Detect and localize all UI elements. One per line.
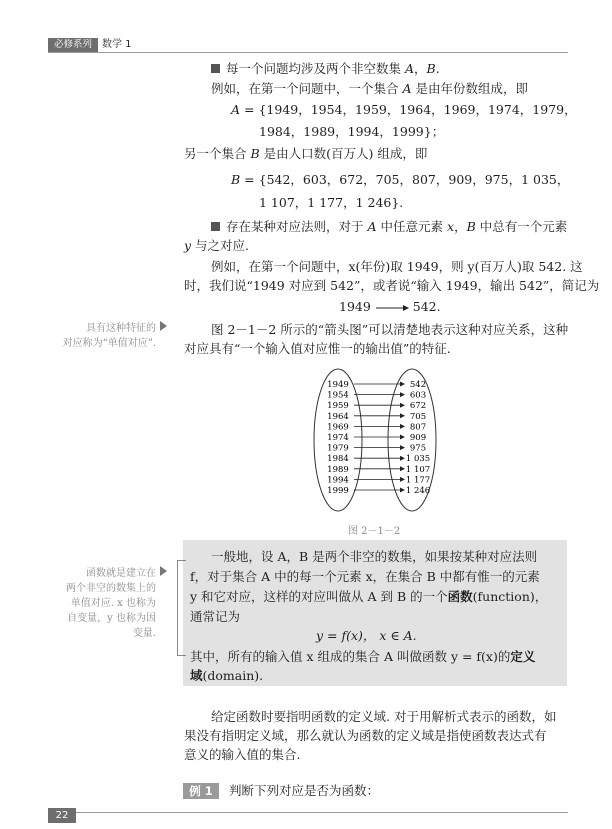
arrowhead-icon (400, 413, 405, 418)
paragraph-5-line-1: 例如，在第一个问题中，x(年份)取 1949，则 y(百万人)取 542. 这 (211, 259, 583, 274)
arrowhead-icon (400, 488, 405, 493)
codomain-value: 807 (409, 422, 427, 433)
codomain-value: 1 107 (405, 464, 431, 475)
square-bullet-icon (211, 222, 220, 231)
footer-rule (48, 812, 568, 813)
paragraph-5-line-2: 时，我们说“1949 对应到 542”，或者说“输入 1949，输出 542”，简记为 (184, 278, 600, 293)
definition-line-5: 其中，所有的输入值 x 组成的集合 A 叫做函数 y = f(x)的定义 (190, 649, 536, 664)
arrow-diagram-figure (300, 366, 450, 514)
domain-value: 1949 (327, 380, 349, 390)
arrowhead-icon (400, 445, 405, 450)
paragraph-3: 另一个集合 B 是由人口数(百万人) 组成，即 (184, 146, 428, 161)
codomain-value: 1 177 (405, 475, 431, 486)
definition-line-2: f，对于集合 A 中的每一个元素 x，在集合 B 中都有惟一的元素 (190, 569, 540, 584)
codomain-value: 672 (409, 401, 427, 412)
margin-note-single-valued: 具有这种特征的 对应称为“单值对应”. (62, 323, 156, 349)
example-1-text: 判断下列对应是否为函数： (229, 783, 380, 798)
set-b-line-2: 1 107，1 177，1 246}. (259, 195, 404, 210)
margin-note-function: 函数就是建立在 两个非空的数集上的 单值对应. x 也称为 自变量，y 也称为因 变量. (66, 568, 156, 639)
paragraph-6-line-1: 图 2－1－2 所示的“箭头图”可以清楚地表示这种对应关系，这种 (211, 322, 569, 337)
codomain-value: 1 035 (405, 454, 431, 465)
arrowhead-icon (400, 392, 405, 397)
domain-value: 1989 (327, 464, 349, 475)
arrowhead-icon (400, 456, 405, 461)
domain-value: 1994 (327, 475, 349, 486)
domain-value: 1969 (327, 422, 349, 433)
paragraph-bullet-2-cont: y 与之对应. (184, 238, 250, 253)
arrowhead-icon (400, 477, 405, 482)
square-bullet-icon (211, 64, 220, 73)
domain-value: 1974 (327, 433, 349, 443)
example-badge: 例 1 (183, 783, 219, 799)
arrowhead-icon (400, 424, 405, 429)
codomain-value: 975 (409, 443, 427, 454)
function-formula: y = f(x)， x ∈ A. (316, 628, 417, 643)
arrowhead-icon (400, 466, 405, 471)
domain-value: 1984 (327, 454, 349, 465)
arrowhead-icon (400, 435, 405, 440)
definition-line-3: y 和它对应，这样的对应叫做从 A 到 B 的一个函数(function)， (190, 589, 548, 604)
page-number: 22 (48, 808, 76, 823)
paragraph-7-line-3: 意义的输入值的集合. (184, 747, 301, 762)
set-b-line-1: B = {542，603，672，705，807，909，975，1 035， (231, 172, 570, 187)
paragraph-7-line-2: 果没有指明定义域，那么就认为函数的定义域是指使函数表达式有 (184, 728, 547, 743)
codomain-value: 542 (409, 380, 427, 390)
codomain-value: 603 (409, 390, 427, 401)
paragraph-bullet-1: 每一个问题均涉及两个非空数集 A，B. (211, 60, 440, 78)
paragraph-2: 例如，在第一个问题中，一个集合 A 是由年份数组成，即 (211, 81, 529, 96)
definition-line-4: 通常记为 (190, 609, 241, 624)
figure-caption: 图 2－1－2 (348, 526, 401, 537)
codomain-value: 909 (409, 433, 427, 443)
mapping-example: 1949 542. (339, 299, 441, 314)
domain-value: 1999 (327, 486, 349, 496)
domain-value: 1954 (327, 390, 349, 401)
paragraph-bullet-2: 存在某种对应法则，对于 A 中任意元素 x，B 中总有一个元素 (211, 218, 567, 236)
set-a-line-1: A = {1949，1954，1959，1964，1969，1974，1979， (231, 102, 577, 117)
paragraph-6-line-2: 对应具有“一个输入值对应惟一的输出值”的特征. (184, 341, 451, 356)
definition-line-6: 域(domain). (190, 668, 264, 683)
codomain-value: 1 246 (405, 486, 431, 496)
set-a-line-2: 1984，1989，1994，1999}； (259, 124, 445, 139)
margin-bracket (177, 560, 186, 656)
arrowhead-icon (400, 382, 405, 387)
domain-value: 1979 (327, 443, 349, 454)
definition-line-1: 一般地，设 A，B 是两个非空的数集，如果按某种对应法则 (211, 549, 538, 564)
header-book-label: 数学 1 (102, 39, 132, 50)
domain-value: 1964 (327, 411, 349, 422)
note-pointer-icon (160, 566, 167, 576)
header-series-label: 必修系列 (48, 38, 98, 52)
note-pointer-icon (160, 321, 167, 331)
domain-value: 1959 (327, 401, 349, 412)
right-arrow-icon (375, 303, 409, 313)
header-rule (48, 52, 568, 53)
codomain-value: 705 (409, 411, 427, 422)
arrowhead-icon (400, 403, 405, 408)
paragraph-7-line-1: 给定函数时要指明函数的定义域. 对于用解析式表示的函数，如 (211, 709, 557, 724)
